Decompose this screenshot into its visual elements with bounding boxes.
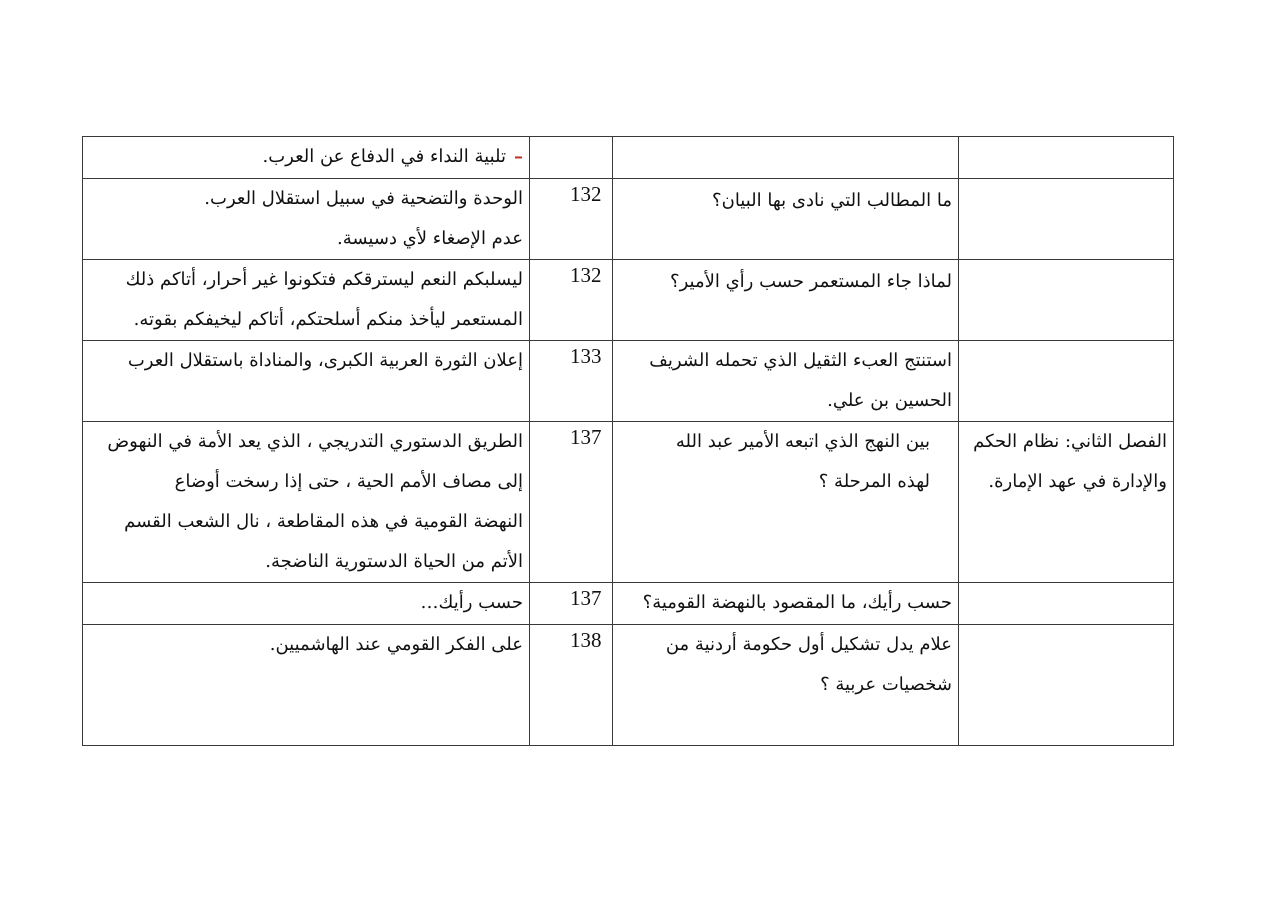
- question-cell: [613, 625, 959, 746]
- answer-line: إعلان الثورة العربية الكبرى، والمناداة باستقلال العرب: [127, 350, 523, 371]
- page-cell: [530, 625, 613, 746]
- question-line: ما المطالب التي نادى بها البيان؟: [712, 190, 952, 211]
- answer-cell: [83, 422, 530, 583]
- question-line: بين النهج الذي اتبعه الأمير عبد الله: [675, 431, 930, 452]
- page-number: 137: [570, 425, 602, 449]
- page-number: 137: [570, 586, 602, 610]
- question-line: حسب رأيك، ما المقصود بالنهضة القومية؟: [642, 592, 952, 613]
- section-cell: [959, 583, 1174, 625]
- page-number: 138: [570, 628, 602, 652]
- answer-cell: [83, 625, 530, 746]
- answer-cell: [83, 179, 530, 260]
- question-cell: [613, 137, 959, 179]
- answer-line: الأتم من الحياة الدستورية الناضجة.: [265, 551, 523, 572]
- page-cell: [530, 422, 613, 583]
- answer-line: الطريق الدستوري التدريجي ، الذي يعد الأمة في النهوض: [107, 431, 523, 452]
- page-number: 133: [570, 344, 602, 368]
- question-line: علام يدل تشكيل أول حكومة أردنية من: [665, 634, 952, 655]
- answer-line: المستعمر ليأخذ منكم أسلحتكم، أتاكم ليخيفكم بقوته.: [133, 309, 523, 330]
- question-line: لهذه المرحلة ؟: [818, 471, 930, 492]
- section-cell: [959, 422, 1174, 583]
- answer-cell: [83, 583, 530, 625]
- answer-line: الوحدة والتضحية في سبيل استقلال العرب.: [204, 188, 523, 209]
- section-cell: [959, 137, 1174, 179]
- page-number: 132: [570, 263, 602, 287]
- question-line: لماذا جاء المستعمر حسب رأي الأمير؟: [670, 271, 952, 292]
- table-row: [83, 625, 1174, 746]
- lesson-table: [82, 136, 1174, 746]
- section-cell: [959, 341, 1174, 422]
- page-cell: [530, 137, 613, 179]
- table-row: [83, 341, 1174, 422]
- dash-bullet: –: [514, 146, 523, 167]
- table-row: [83, 583, 1174, 625]
- question-cell: [613, 179, 959, 260]
- section-cell: [959, 179, 1174, 260]
- question-line: شخصيات عربية ؟: [820, 674, 952, 695]
- table-row: [83, 260, 1174, 341]
- answer-line: عدم الإصغاء لأي دسيسة.: [337, 228, 523, 249]
- question-line: استنتج العبء الثقيل الذي تحمله الشريف: [649, 350, 952, 371]
- answer-cell: [83, 137, 530, 179]
- page-cell: [530, 179, 613, 260]
- table-row: [83, 422, 1174, 583]
- table-row: [83, 179, 1174, 260]
- page-cell: [530, 260, 613, 341]
- section-cell: [959, 260, 1174, 341]
- page-number: 132: [570, 182, 602, 206]
- answer-line: على الفكر القومي عند الهاشميين.: [269, 634, 523, 655]
- question-cell: [613, 422, 959, 583]
- answer-cell: [83, 341, 530, 422]
- answer-cell: [83, 260, 530, 341]
- table-row: [83, 137, 1174, 179]
- question-cell: [613, 260, 959, 341]
- answer-line: حسب رأيك…: [420, 592, 523, 613]
- question-cell: [613, 583, 959, 625]
- page-cell: [530, 583, 613, 625]
- question-line: الحسين بن علي.: [827, 390, 952, 411]
- answer-line: النهضة القومية في هذه المقاطعة ، نال الشعب القسم: [124, 511, 523, 532]
- answer-line: تلبية النداء في الدفاع عن العرب.: [262, 146, 506, 167]
- page-cell: [530, 341, 613, 422]
- question-cell: [613, 341, 959, 422]
- section-cell: [959, 625, 1174, 746]
- section-title-line: الفصل الثاني: نظام الحكم: [973, 431, 1167, 452]
- answer-line: ليسلبكم النعم ليسترقكم فتكونوا غير أحرار، أتاكم ذلك: [125, 269, 523, 290]
- answer-line: إلى مصاف الأمم الحية ، حتى إذا رسخت أوضاع: [174, 471, 523, 492]
- section-title-line: والإدارة في عهد الإمارة.: [988, 471, 1167, 492]
